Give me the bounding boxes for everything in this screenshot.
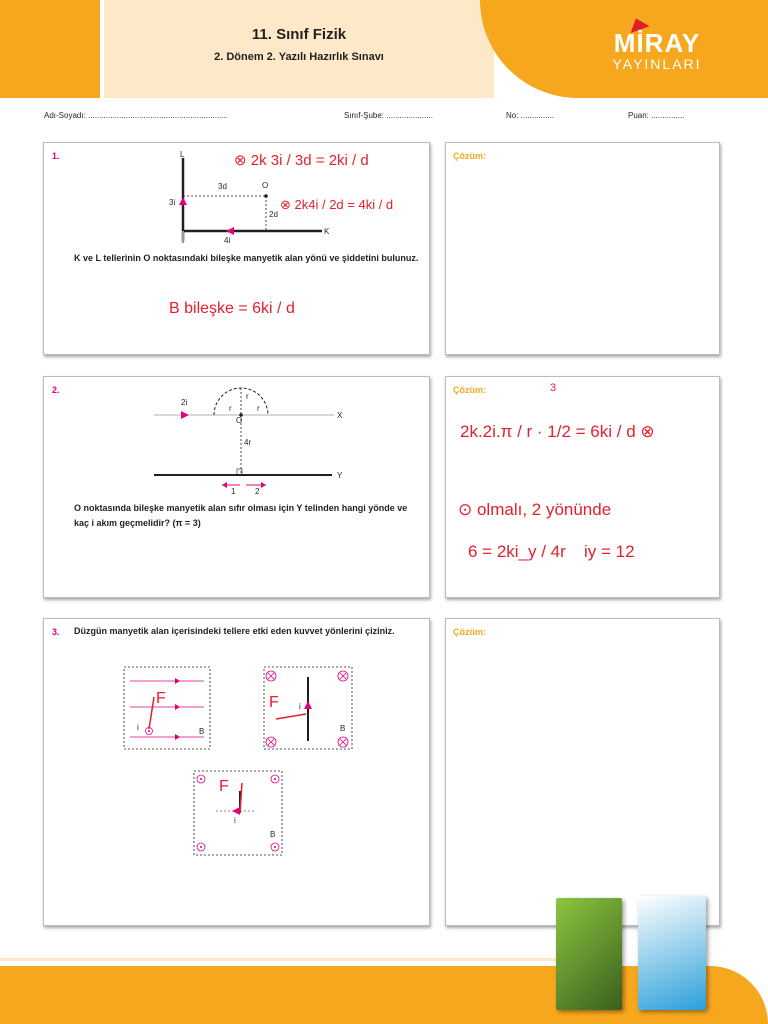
question-3-panel [43, 618, 430, 926]
box2-label-i: i [299, 702, 301, 711]
box3-label-B: B [270, 830, 276, 839]
solution-1-label: Çözüm: [453, 151, 486, 161]
label-K: K [324, 227, 330, 236]
publisher-logo [602, 30, 712, 72]
question-2-panel [43, 376, 430, 598]
label-r-right: r [257, 404, 260, 413]
handwriting-q2-note: ⊙ olmalı, 2 yönünde [458, 500, 612, 519]
name-field[interactable]: Adı-Soyadı: ............................................................... [44, 111, 229, 120]
box3-force-label: F [219, 778, 229, 795]
handwriting-q2-result: iy = 12 [584, 542, 635, 561]
book-cover-fizik-1-image [556, 898, 622, 1010]
solution-3-label: Çözüm: [453, 627, 486, 637]
handwriting-q1-line2: ⊗ 2k4i / 2d = 4ki / d [280, 197, 394, 212]
label-4i: 4i [224, 236, 231, 245]
question-1-panel [43, 142, 430, 355]
handwriting-q1-result: B bileşke = 6ki / d [169, 300, 295, 317]
header-title-band [104, 0, 494, 98]
label-direction-2: 2 [255, 487, 260, 496]
box3-label-i: i [234, 816, 236, 825]
label-O: O [262, 181, 269, 190]
solution-2-panel[interactable] [445, 376, 720, 598]
handwriting-q2-eq2: 6 = 2ki_y / 4r [468, 542, 566, 561]
box1-label-B: B [199, 727, 205, 736]
label-3d: 3d [218, 182, 227, 191]
label-L: L [180, 150, 185, 159]
book-cover-fizik-2-image [638, 896, 706, 1010]
box1-label-i: i [137, 723, 139, 732]
box1-force-label: F [156, 690, 166, 707]
handwriting-q2-eq: 2k.2i.π / r · 1/2 = 6ki / d ⊗ [460, 422, 655, 441]
label-r-top: r [246, 392, 249, 401]
label-direction-1: 1 [231, 487, 236, 496]
label-O: O [236, 416, 243, 425]
question-3-figures [44, 619, 429, 925]
page-title: 11. Sınıf Fizik [251, 26, 347, 43]
question-1-figure [44, 143, 429, 354]
class-field[interactable]: Sınıf-Şube: ..................... [344, 111, 433, 120]
question-1-text: K ve L tellerinin O noktasındaki bileşke manyetik alan yönü ve şiddetini bulunuz. [74, 253, 419, 263]
handwriting-q1-line1: ⊗ 2k 3i / 3d = 2ki / d [234, 152, 369, 169]
logo-bottom-text: YAYINLARI [612, 56, 702, 72]
solution-3-panel[interactable] [445, 618, 720, 926]
logo-top-text: MİRAY [613, 28, 701, 58]
question-1-number: 1. [52, 151, 60, 161]
footer-divider [0, 958, 560, 961]
number-field[interactable]: No: ............... [506, 111, 555, 120]
label-2i: 2i [181, 398, 188, 407]
handwriting-q2-pi: 3 [550, 382, 557, 394]
page-subtitle: 2. Dönem 2. Yazılı Hazırlık Sınavı [214, 51, 384, 63]
question-2-number: 2. [52, 385, 60, 395]
box2-label-B: B [340, 724, 346, 733]
label-2d: 2d [269, 210, 278, 219]
label-4r: 4r [244, 438, 252, 447]
question-3-number: 3. [52, 627, 60, 637]
label-Y: Y [337, 471, 343, 480]
question-2-text: O noktasında bileşke manyetik alan sıfır olması için Y telinden hangi yönde ve kaç i akım geçmelidir? (π = 3) [74, 503, 408, 528]
score-field[interactable]: Puan: ............... [628, 111, 685, 120]
label-X: X [337, 411, 343, 420]
label-r-left: r [229, 404, 232, 413]
solution-1-panel[interactable] [445, 142, 720, 355]
question-3-text: Düzgün manyetik alan içerisindeki tellere etki eden kuvvet yönlerini çiziniz. [74, 626, 395, 636]
label-3i: 3i [169, 198, 176, 207]
solution-2-label: Çözüm: [453, 385, 486, 395]
solution-2-handwriting [446, 377, 719, 597]
box2-force-label: F [269, 694, 279, 711]
question-2-figure [44, 377, 429, 597]
header-left-band [0, 0, 100, 98]
